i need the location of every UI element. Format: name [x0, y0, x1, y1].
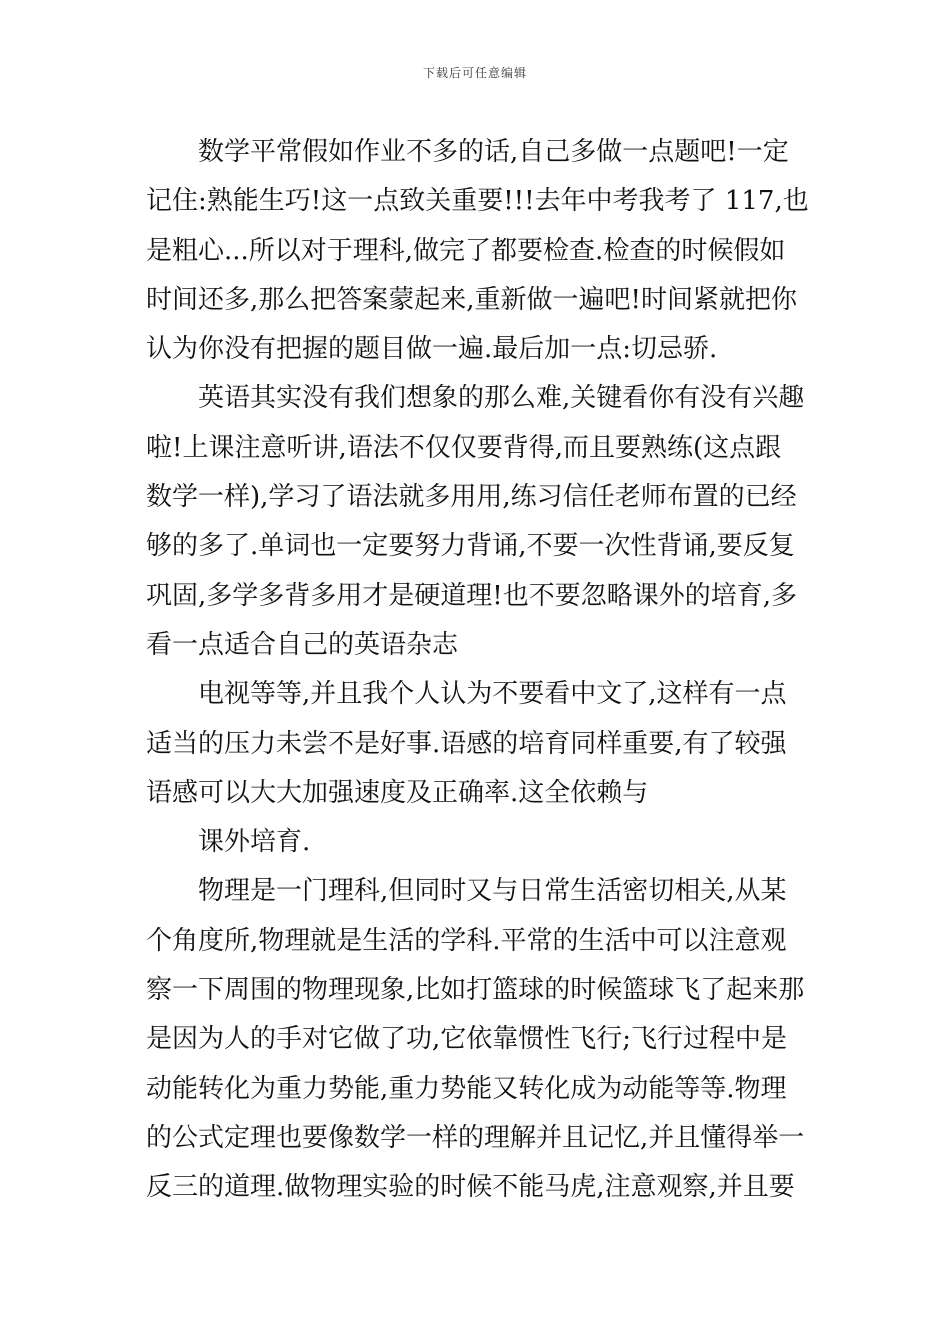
text-line: 看一点适合自己的英语杂志 — [146, 629, 459, 660]
page-header: 下载后可任意编辑 — [422, 66, 527, 80]
text-line: 巩固,多学多背多用才是硬道理!也不要忽略课外的培育,多 — [146, 580, 797, 611]
text-line: 数学平常假如作业不多的话,自己多做一点题吧!一定 — [198, 137, 789, 167]
text-line: 数学一样),学习了语法就多用用,练习信任老师布置的已经 — [146, 482, 797, 513]
text-line: 认为你没有把握的题目做一遍.最后加一点:切忌骄. — [146, 334, 718, 365]
text-line: 课外培育. — [198, 827, 311, 858]
text-line: 够的多了.单词也一定要努力背诵,不要一次性背诵,要反复 — [146, 531, 795, 562]
text-line: 的公式定理也要像数学一样的理解并且记忆,并且懂得举一 — [146, 1122, 805, 1153]
text-line: 语感可以大大加强速度及正确率.这全依赖与 — [146, 777, 649, 808]
text-line: 动能转化为重力势能,重力势能又转化成为动能等等.物理 — [146, 1073, 787, 1104]
text-line: 个角度所,物理就是生活的学科.平常的生活中可以注意观 — [146, 925, 787, 956]
text-line: 英语其实没有我们想象的那么难,关键看你有没有兴趣 — [198, 383, 805, 414]
text-line: 记住:熟能生巧!这一点致关重要!!!去年中考我考了 117,也 — [146, 186, 809, 217]
text-line: 啦!上课注意听讲,语法不仅仅要背得,而且要熟练(这点跟 — [146, 432, 782, 463]
text-line: 适当的压力未尝不是好事.语感的培育同样重要,有了较强 — [146, 728, 787, 759]
text-line: 电视等等,并且我个人认为不要看中文了,这样有一点 — [198, 679, 787, 710]
text-line: 反三的道理.做物理实验的时候不能马虎,注意观察,并且要 — [146, 1172, 795, 1203]
text-line: 物理是一门理科,但同时又与日常生活密切相关,从某 — [198, 876, 787, 907]
text-line: 时间还多,那么把答案蒙起来,重新做一遍吧!时间紧就把你 — [146, 284, 797, 315]
document-body — [146, 128, 816, 1213]
text-line: 是粗心...所以对于理科,做完了都要检查.检查的时候假如 — [146, 235, 786, 266]
text-line: 察一下周围的物理现象,比如打篮球的时候篮球飞了起来那 — [146, 975, 805, 1006]
text-line: 是因为人的手对它做了功,它依靠惯性飞行;飞行过程中是 — [146, 1024, 788, 1055]
